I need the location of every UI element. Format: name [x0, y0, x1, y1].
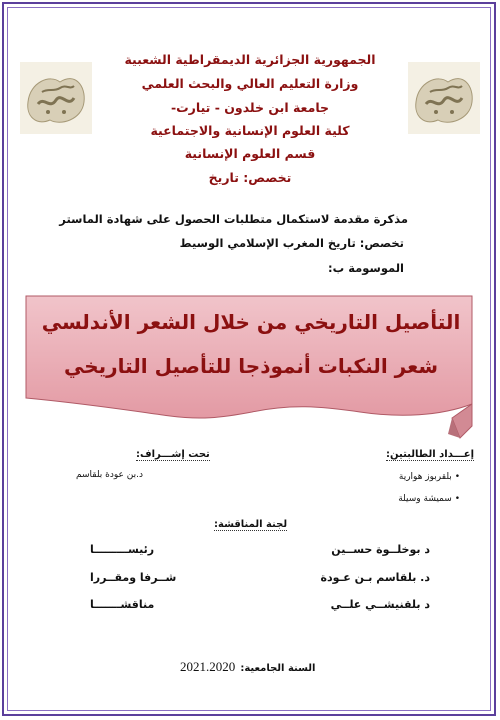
- committee-member-3-role: مناقشـــــــا: [90, 598, 155, 611]
- committee-member-2-name: د. بلقاسم بـن عـودة: [320, 571, 430, 584]
- student-name-1: • بلقربوز هوارية: [398, 472, 460, 482]
- supervisor-name: د.بن عودة بلقاسم: [76, 470, 143, 480]
- academic-year: [180, 656, 315, 675]
- header-line-4: كلية العلوم الإنسانية والاجتماعية: [150, 123, 350, 138]
- bullet-icon: •: [454, 472, 460, 482]
- supervision-heading: تحت إشـــراف:: [136, 449, 210, 460]
- academic-year-label: السنة الجامعية:: [240, 663, 316, 674]
- header-line-6: تخصص: تاريخ: [208, 170, 292, 185]
- header-line-5: قسم العلوم الإنسانية: [184, 146, 316, 161]
- bullet-icon: •: [454, 494, 460, 504]
- intro-line-3: الموسومة ب:: [328, 261, 404, 275]
- header-line-3: جامعة ابن خلدون - تيارت-: [170, 100, 330, 115]
- thesis-title-line-1: التأصيل التاريخي من خلال الشعر الأندلسي: [41, 310, 461, 334]
- intro-line-1: مذكرة مقدمة لاستكمال متطلبات الحصول على شهادة الماستر: [59, 212, 408, 226]
- header-line-1: الجمهورية الجزائرية الديمقراطية الشعبية: [124, 52, 376, 67]
- committee-member-1-name: د بوخلــوة حســين: [331, 543, 430, 556]
- thesis-title-line-2: شعر النكبات أنموذجا للتأصيل التاريخي: [63, 354, 439, 378]
- header-line-2: وزارة التعليم العالي والبحث العلمي: [141, 76, 359, 91]
- committee-member-2-role: شــرفا ومقــررا: [90, 571, 177, 584]
- committee-member-1-role: رئيســـــــــا: [90, 543, 155, 556]
- academic-year-value: 2021.2020: [180, 659, 236, 674]
- student-name-2: • سميشة وسيلة: [398, 494, 460, 504]
- committee-heading: لجنة المناقشة:: [214, 519, 288, 530]
- students-heading: إعـــداد الطالبتين:: [385, 449, 474, 460]
- intro-line-2: تخصص: تاريخ المغرب الإسلامي الوسيط: [179, 236, 404, 250]
- committee-member-3-name: د بلقنيشــي علــي: [330, 598, 430, 611]
